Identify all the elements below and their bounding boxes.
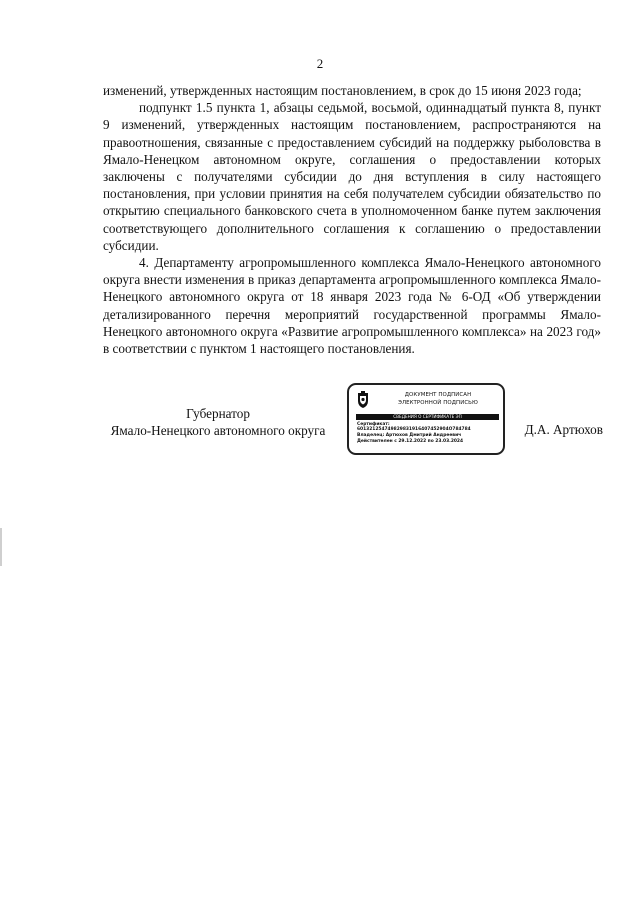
signature-block	[103, 383, 601, 463]
stamp-title	[375, 391, 501, 407]
signer-name: Д.А. Артюхов	[524, 422, 603, 437]
stamp-certificate-number: 601321254749829831916407452904O784784	[357, 427, 471, 432]
stamp-certificate-label: Сертификат:	[357, 422, 390, 427]
paragraph-2: подпункт 1.5 пункта 1, абзацы седьмой, восьмой, одиннадцатый пункта 8, пункт 9 изменений, утвержденных настоящим постановлением, распространяются на правоотношения, связанные с предоставлением субсидий на поддержку рыболовства в Ямало-Ненецком автономном округе, соглашения о предоставлении которых заключены с получателями субсидии до дня вступления в силу настоящего постановления, при условии принятия на себя получателем субсидии обязательство по открытию специального банковского счета в уполномоченном банке путем заключения соответствующего дополнительного соглашения к соглашению о предоставлении субсидии.	[103, 100, 601, 253]
signer-position	[103, 405, 333, 439]
position-line-2: Ямало-Ненецкого автономного округа	[110, 423, 326, 438]
stamp-owner: Владелец: Артюхов Дмитрий Андреевич	[357, 433, 462, 438]
stamp-title-line-2: ЭЛЕКТРОННОЙ ПОДПИСЬЮ	[398, 400, 478, 406]
scan-edge-mark	[0, 528, 2, 566]
paragraph-3: 4. Департаменту агропромышленного комплекса Ямало-Ненецкого автономного округа внести изменения в приказ департамента агропромышленного комплекса Ямало-Ненецкого автономного округа от 18 января 2023 года № 6-ОД «Об утверждении детализированного перечня мероприятий государственной программы Ямало-Ненецкого автономного округа «Развитие агропромышленного комплекса» на 2023 год» в соответствии с пунктом 1 настоящего постановления.	[103, 255, 601, 357]
stamp-validity: Действителен с 29.12.2022 по 23.03.2024	[357, 439, 464, 444]
paragraph-1: изменений, утвержденных настоящим постановлением, в срок до 15 июня 2023 года;	[103, 83, 582, 98]
position-line-1: Губернатор	[186, 406, 250, 421]
electronic-signature-stamp	[347, 383, 505, 455]
coat-of-arms-icon	[356, 391, 370, 409]
page-number: 2	[316, 56, 324, 71]
document-body	[103, 82, 601, 357]
stamp-certificate-header: СВЕДЕНИЯ О СЕРТИФИКАТЕ ЭП	[356, 414, 499, 420]
stamp-title-line-1: ДОКУМЕНТ ПОДПИСАН	[404, 392, 472, 398]
